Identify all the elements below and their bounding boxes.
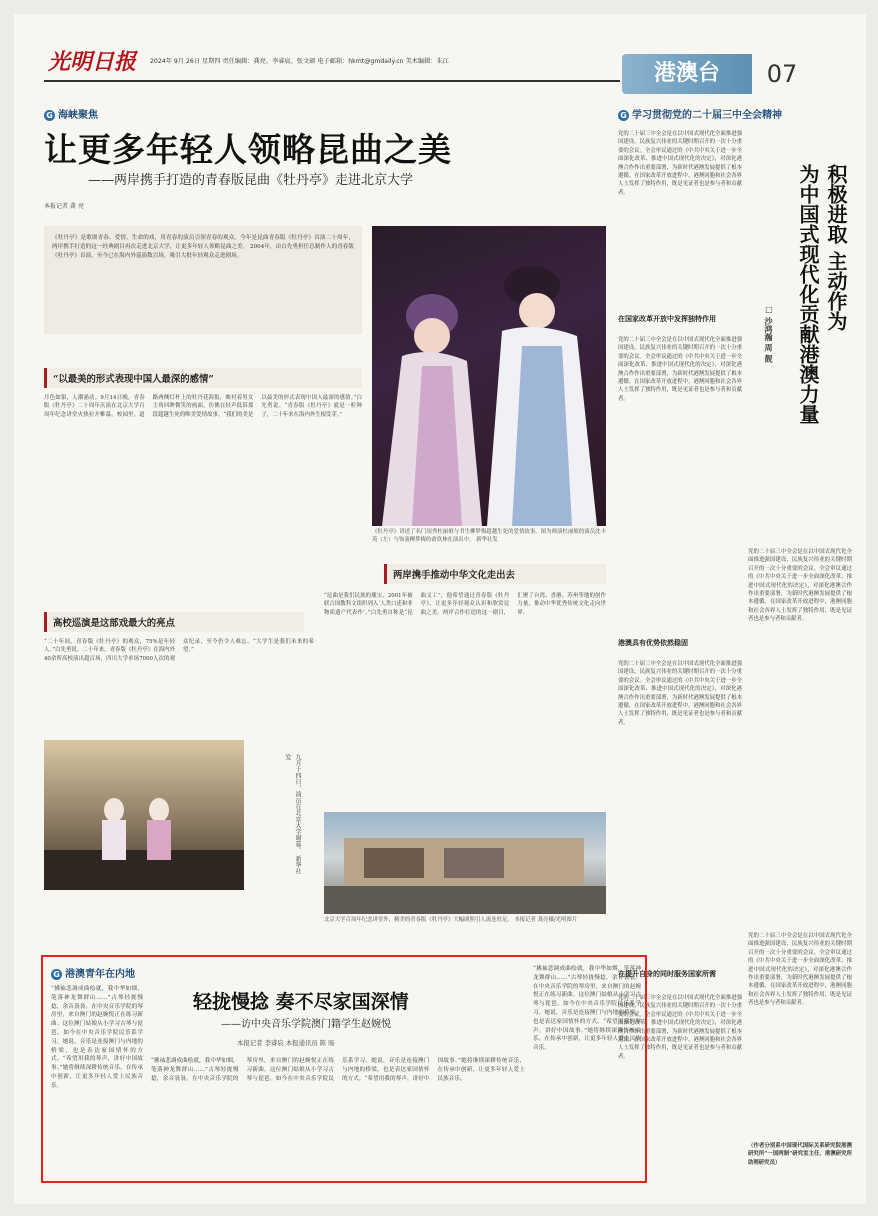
sidebar-subhead-3: 在提升自身的同时服务国家所需: [618, 969, 716, 978]
feature-subtitle: ——访中央音乐学院澳门籍学生赵婉悦: [221, 1019, 391, 1030]
lead-subhead-2: 两岸携手推动中华文化走出去: [384, 564, 606, 584]
sidebar-col-4: 党的二十届三中全会是在以中国式现代化全面推进强国建设、民族复兴伟业的关键时期召开的一次十分重要的会议。全会审议通过的《中共中央关于进一步全面深化改革、推进中国式现代化的决定》，对深化港澳合作作出重要部署，为新时代港澳发展提供了根本遵循。在国家改革开放进程中，港澳同胞和社会各界人士发挥了独特作用，既是见证者也是参与者和贡献者。: [618, 995, 742, 1060]
lead-intro: 《牡丹亭》是歌颂青春、爱情、生命的戏，用青春的演员引领青春的观众。今年是昆曲青春版《牡丹亭》首演二十周年，两岸携手打造的这一经典剧目再次走进北京大学，让更多年轻人领略昆曲之美。 2004年，由白先勇担任总制作人的青春版《牡丹亭》首演，至今已在海内外巡演数百场，吸引大批年轻观众走进剧场。: [44, 226, 362, 334]
lead-kicker: [44, 106, 98, 121]
sidebar-col-2: 党的二十届三中全会是在以中国式现代化全面推进强国建设、民族复兴伟业的关键时期召开的一次十分重要的会议。全会审议通过的《中共中央关于进一步全面深化改革、推进中国式现代化的决定》，对深化港澳合作作出重要部署，为新时代港澳发展提供了根本遵循。在国家改革开放进程中，港澳同胞和社会各界人士发挥了独特作用，既是见证者也是参与者和贡献者。: [618, 661, 742, 726]
sidebar-col-3: 党的二十届三中全会是在以中国式现代化全面推进强国建设、民族复兴伟业的关键时期召开的一次十分重要的会议。全会审议通过的《中共中央关于进一步全面深化改革、推进中国式现代化的决定》，对深化港澳合作作出重要部署，为新时代港澳发展提供了根本遵循。在国家改革开放进程中，港澳同胞和社会各界人士发挥了独特作用，既是见证者也是参与者和贡献者。: [748, 549, 852, 623]
sidebar-kicker: [618, 106, 782, 121]
page-number: 07: [766, 60, 798, 88]
lead-sub1-body: 月色如银，人潮涌动。9月14日晚，青春版《牡丹亭》二十周年庆演在北京大学百周年纪念讲堂火热拉开帷幕。校园里，道路两侧灯杆上的牡丹花海报，映衬着男女主角回眸微笑的画面，仿佛在轻声低诉那段超越生死的唯美爱情故事。“我们的美是以最美的形式表现中国人最深的感情。”白先勇说。“青春版《牡丹亭》就是一粒种子，二十年来在海内外生根发芽。”: [44, 395, 362, 418]
sidebar-title-line2: 为中国式现代化贡献港澳力量: [796, 164, 820, 424]
feature-col-left: “拂袖悲调成曲绘就，我中华如烟，笔落神龙舞群山……”古琴轻拢慢捻，余音袅袅。在中央音乐学院的琴房里，来自澳门的赵婉悦正在练习新曲。这位澳门姑娘从小学习古琴与琵琶，如今在中央音乐学院民乐系学习。她说，音乐是连接澳门与内地的桥梁，也是表达家国情怀的方式。“希望用我的琴声，讲好中国故事。”她将继续深耕传统音乐，在传承中创新，让更多年轻人爱上民族音乐。: [51, 986, 143, 1089]
sidebar-byline: □ 沙鸿瀚 周 靓: [764, 304, 774, 363]
lead-subtitle: ——两岸携手打造的青春版昆曲《牡丹亭》走进北京大学: [88, 173, 414, 188]
auditorium-photo: [324, 812, 606, 914]
section-tag: 港澳台: [622, 54, 752, 94]
lead-subhead-3: 高校巡演是这部戏最大的亮点: [44, 612, 304, 632]
sidebar-title-line1: 积极进取 主动作为: [824, 164, 848, 331]
sidebar-subhead-2: 港澳具有优势依然稳固: [618, 638, 688, 647]
auditorium-photo-caption: 北京大学百周年纪念讲堂外，精美的青春版《牡丹亭》大幅剧照引人流连驻足。 本报记者 龚亮摄/光明图片: [324, 917, 578, 923]
lead-kicker-label: 海峡聚焦: [58, 110, 98, 121]
newspaper-page: [14, 14, 866, 1204]
newspaper-logo: 光明日报: [48, 49, 137, 75]
feature-headline: 轻拢慢捻 奏不尽家国深情: [193, 991, 409, 1013]
feature-highlight-box: [41, 955, 647, 1183]
lead-sub3-body: “二十年间，青春版《牡丹亭》的观众，75%是年轻人。”白先勇说。二十年来，青春版《牡丹亭》在海内外40余所高校演出超百场，四川大学单场7000人次的观众纪录，至今仍令人难忘。“大学生是我们未来的希望。”: [44, 639, 314, 662]
auditorium-building-illustration: [324, 812, 606, 914]
feature-glyph-icon: G: [51, 969, 62, 980]
sidebar-col-5: 党的二十届三中全会是在以中国式现代化全面推进强国建设、民族复兴伟业的关键时期召开的一次十分重要的会议。全会审议通过的《中共中央关于进一步全面深化改革、推进中国式现代化的决定》，对深化港澳合作作出重要部署，为新时代港澳发展提供了根本遵循。在国家改革开放进程中，港澳同胞和社会各界人士发挥了独特作用，既是见证者也是参与者和贡献者。: [748, 933, 852, 1007]
lead-byline: 本报记者 龚 亮: [44, 203, 84, 210]
opera-performers-illustration: [372, 226, 606, 526]
lead-headline: 让更多年轻人领略昆曲之美: [44, 130, 452, 169]
feature-kicker-label: 港澳青年在内地: [65, 969, 135, 980]
lead-photo: [372, 226, 606, 526]
sidebar-glyph-icon: G: [618, 110, 629, 121]
sidebar-col-1: 党的二十届三中全会是在以中国式现代化全面推进强国建设、民族复兴伟业的关键时期召开的一次十分重要的会议。全会审议通过的《中共中央关于进一步全面深化改革、推进中国式现代化的决定》，对深化港澳合作作出重要部署，为新时代港澳发展提供了根本遵循。在国家改革开放进程中，港澳同胞和社会各界人士发挥了独特作用，既是见证者也是参与者和贡献者。: [618, 337, 742, 402]
issue-meta: 2024年 9月 26日 星期四 责任编辑：龚亮、李睿宸、张文硕 电子邮箱：hkmt@gmdaily.cn 美术编辑：朱江: [150, 58, 449, 65]
section-glyph-icon: G: [44, 110, 55, 121]
sidebar-author-note: （作者分别系中国现代国际关系研究院港澳研究所“一国两制”研究室主任、港澳研究所助理研究员）: [748, 1143, 852, 1166]
lead-photo-caption: 《牡丹亭》讲述了名门闺秀杜丽娘与书生柳梦梅超越生死的爱情故事。图为师演杜丽娘的演员沈丰英（左）与饰演柳梦梅的俞玖林在演出中。 新华社发: [372, 529, 606, 544]
masthead-rule: [44, 80, 620, 82]
campus-curtain-call-photo: [44, 740, 244, 890]
sidebar-intro: 党的二十届三中全会是在以中国式现代化全面推进强国建设、民族复兴伟业的关键时期召开的一次十分重要的会议。全会审议通过的《中共中央关于进一步全面深化改革、推进中国式现代化的决定》，对深化港澳合作作出重要部署，为新时代港澳发展提供了根本遵循。在国家改革开放进程中，港澳同胞和社会各界人士发挥了独特作用，既是见证者也是参与者和贡献者。: [618, 131, 742, 196]
campus-photo-caption: 九月十四日，演员在北京大学谢幕。 新华社发: [284, 754, 301, 874]
sidebar-subhead-1: 在国家改革开放中发挥独特作用: [618, 314, 716, 323]
performers-bowing-illustration: [44, 740, 244, 890]
feature-col-right: “拂袖悲调成曲绘就，我中华如烟，笔落神龙舞群山……”古琴轻拢慢捻，余音袅袅。在中央音乐学院的琴房里，来自澳门的赵婉悦正在练习新曲。这位澳门姑娘从小学习古琴与琵琶，如今在中央音乐学院民乐系学习。她说，音乐是连接澳门与内地的桥梁，也是表达家国情怀的方式。“希望用我的琴声，讲好中国故事。”她将继续深耕传统音乐，在传承中创新，让更多年轻人爱上民族音乐。: [533, 966, 641, 1052]
lead-subhead-1: “以最美的形式表现中国人最深的感情”: [44, 368, 362, 388]
feature-body: “拂袖悲调成曲绘就，我中华如烟，笔落神龙舞群山……”古琴轻拢慢捻，余音袅袅。在中央音乐学院的琴房里，来自澳门的赵婉悦正在练习新曲。这位澳门姑娘从小学习古琴与琵琶，如今在中央音乐学院民乐系学习。她说，音乐是连接澳门与内地的桥梁，也是表达家国情怀的方式。“希望用我的琴声，讲好中国故事。”她将继续深耕传统音乐，在传承中创新，让更多年轻人爱上民族音乐。: [151, 1058, 525, 1082]
sidebar-kicker-label: 学习贯彻党的二十届三中全会精神: [632, 110, 782, 121]
lead-sub2-body: “昆曲是我们民族的瑰宝，2001年被联合国教科文组织列入‘人类口述和非物质遗产代表作’。”白先勇自称是“昆曲义工”，他希望通过青春版《牡丹亭》，让更多年轻观众认识和欣赏昆曲之美。两岸合作打造的这一剧目，汇聚了台湾、香港、苏州等地的创作力量，推动中华优秀传统文化走向世界。: [324, 593, 606, 616]
feature-byline: 本报记者 李睿宸 本报通讯员 陈 旸: [237, 1039, 335, 1047]
feature-kicker: [51, 965, 135, 980]
